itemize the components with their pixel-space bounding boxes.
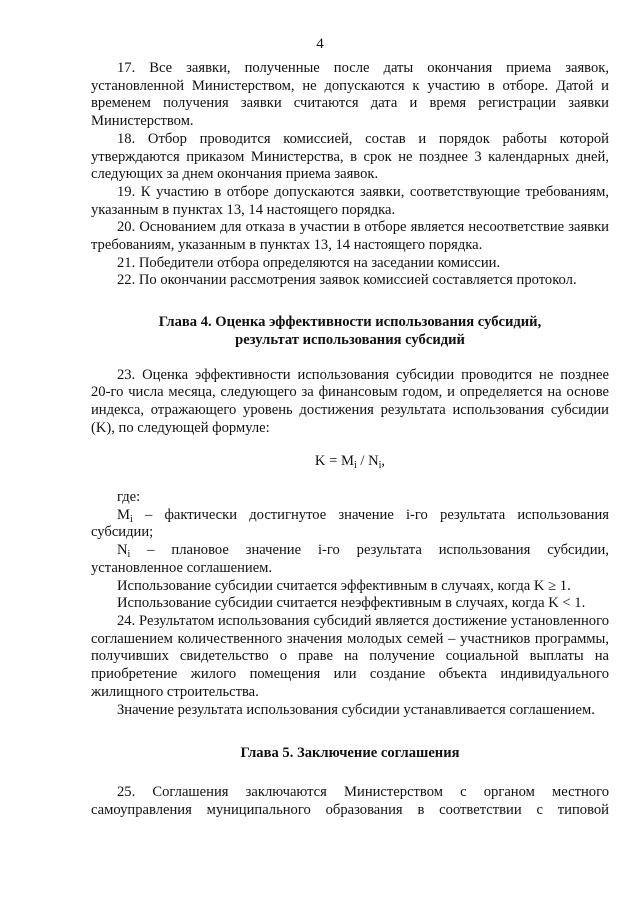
definition-n-letter: N — [117, 542, 128, 559]
ineffective-criterion: Использование субсидии считается неэффективным в случаях, когда K < 1. — [117, 595, 586, 612]
definition-n — [91, 542, 609, 577]
effective-criterion: Использование субсидии считается эффективным в случаях, когда K ≥ 1. — [117, 577, 571, 594]
paragraph-22: 22. По окончании рассмотрения заявок комиссией составляется протокол. — [117, 272, 577, 289]
chapter-4-title-line-2: результат использования субсидий — [235, 331, 465, 348]
definition-m-text: – фактически достигнутое значение i-го результата использования субсидии; — [91, 506, 609, 541]
paragraph-19: 19. К участию в отборе допускаются заявки, соответствующие требованиям, указанным в пунктах 13, 14 настоящего порядка. — [91, 183, 609, 218]
formula-mid: / N — [356, 453, 379, 470]
formula-sub-n: i — [378, 460, 382, 472]
formula-lhs: K = M — [314, 453, 354, 470]
paragraph-17: 17. Все заявки, полученные после даты окончания приема заявок, установленной Министерством, не допускаются к участию в отборе. Датой и временем получения заявки считаются дата и время регистрации заявки Министерством. — [91, 60, 609, 130]
formula — [91, 453, 609, 471]
formula-tail: , — [381, 453, 386, 470]
definition-m — [91, 507, 609, 542]
paragraph-23: 23. Оценка эффективности использования субсидии проводится не позднее 20-го числа месяца, следующего за финансовым годом, и определяется на основе индекса, отражающего уровень достижения результата использования субсидии (K), по следующей формуле: — [91, 366, 609, 436]
paragraph-20: 20. Основанием для отказа в участии в отборе является несоответствие заявки требованиям, указанным в пунктах 13, 14 настоящего порядка. — [91, 219, 609, 254]
paragraph-21: 21. Победители отбора определяются на заседании комиссии. — [117, 254, 501, 271]
page-content — [91, 60, 609, 819]
paragraph-25: 25. Соглашения заключаются Министерством с органом местного самоуправления муниципального образования в соответствии с типовой — [91, 783, 609, 818]
chapter-5-title: Глава 5. Заключение соглашения — [240, 745, 460, 762]
formula-sub-m: i — [353, 460, 357, 472]
definition-m-sub: i — [129, 513, 133, 525]
paragraph-24: 24. Результатом использования субсидий является достижение установленного соглашением количественного значения молодых семей – участников программы, получивших свидетельство о праве на получение социальной выплаты на приобретение жилого помещения или создание объекта индивидуального жилищного строительства. — [91, 612, 609, 700]
chapter-4-title-line-1: Глава 4. Оценка эффективности использования субсидий, — [158, 314, 542, 331]
definition-m-letter: M — [117, 506, 130, 523]
definition-n-text: – плановое значение i-го результата использования субсидии, установленное соглашением. — [91, 542, 609, 576]
definition-n-sub: i — [127, 549, 131, 561]
result-value: Значение результата использования субсидии устанавливается соглашением. — [117, 701, 595, 718]
page-number: 4 — [316, 36, 324, 52]
where-label: где: — [117, 489, 141, 506]
paragraph-18: 18. Отбор проводится комиссией, состав и порядок работы которой утверждаются приказом Министерства, в срок не позднее 3 календарных дней, следующих за днем окончания приема заявок. — [91, 130, 609, 183]
